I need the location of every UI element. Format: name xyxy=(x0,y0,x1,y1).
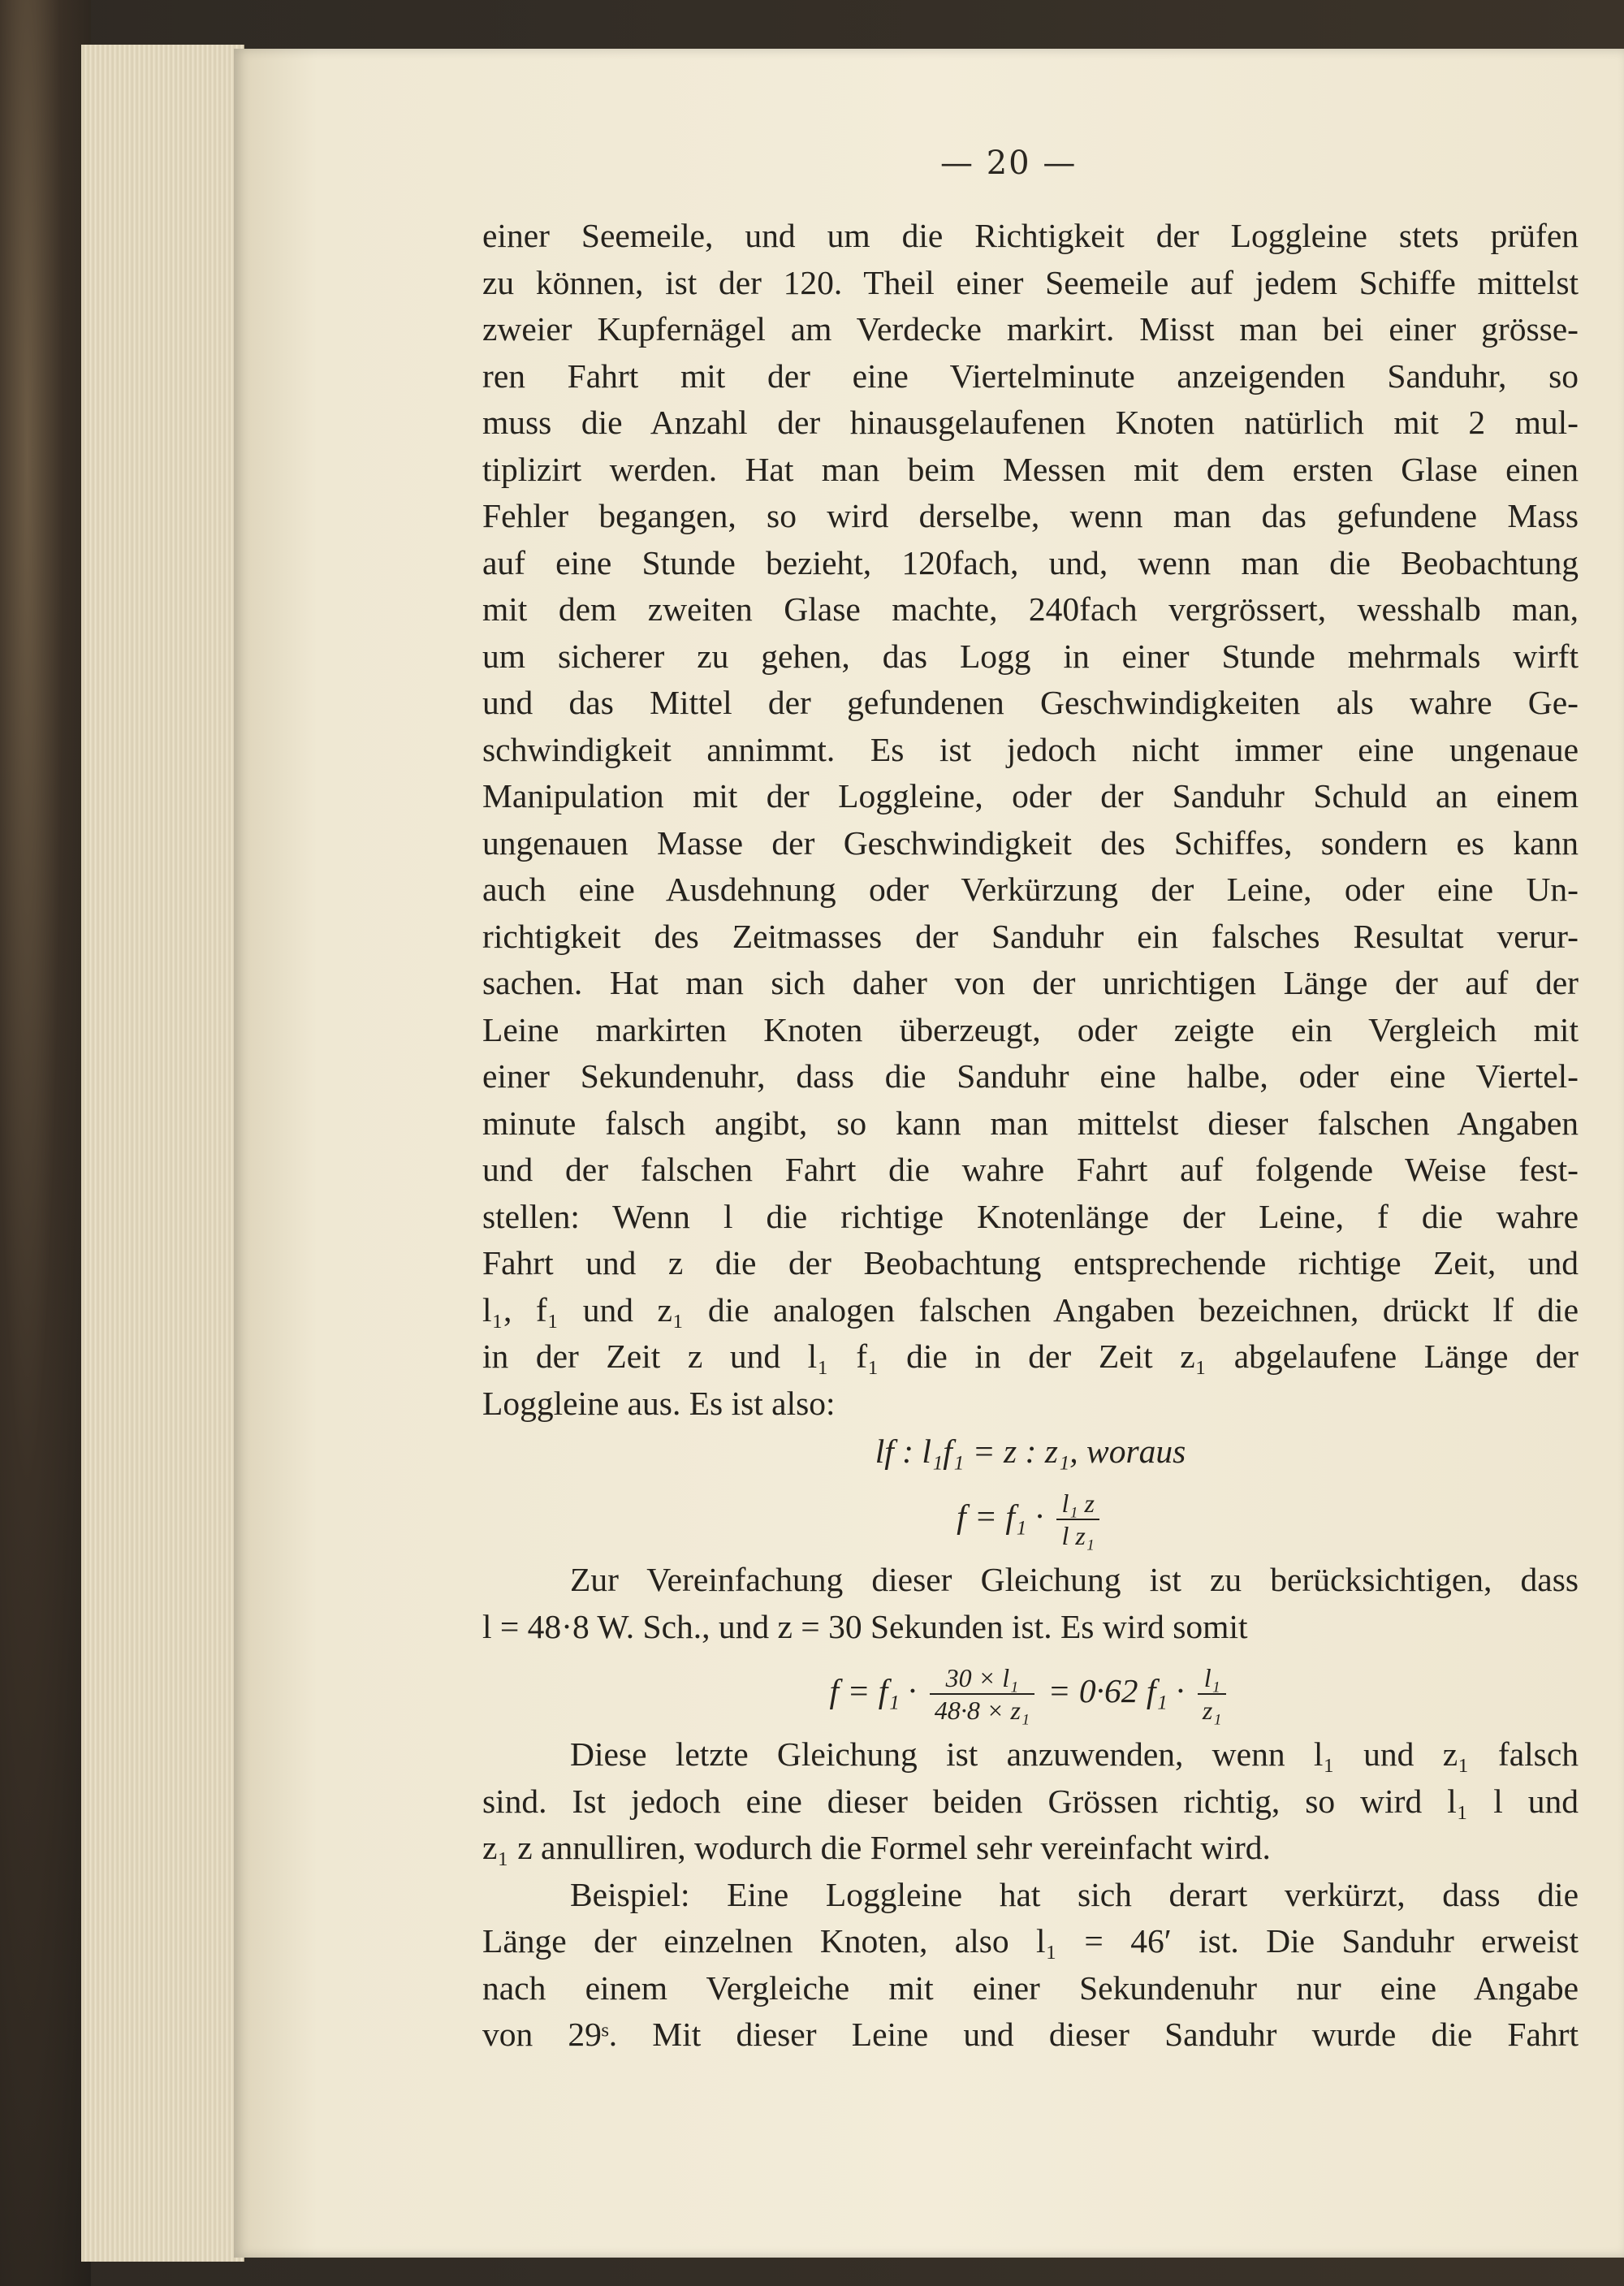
text-line: ungenauen Masse der Geschwindigkeit des Schiffes, sondern es kann xyxy=(482,823,1579,862)
fraction-denominator: l z₁ xyxy=(1061,1521,1095,1551)
text-line: und der falschen Fahrt die wahre Fahrt auf folgende Weise fest- xyxy=(482,1151,1579,1188)
text-line: tiplizirt werden. Hat man beim Messen mit dem ersten Glase einen xyxy=(482,450,1579,488)
text-line: in der Zeit z und l₁ f₁ die in der Zeit z₁ abgelaufene Länge der xyxy=(482,1337,1579,1375)
fraction-numerator: 30 × l₁ xyxy=(930,1662,1034,1695)
text-line: auf eine Stunde bezieht, 120fach, und, wenn man die Beobachtung xyxy=(482,543,1579,581)
text-line: auch eine Ausdehnung oder Verkürzung der Leine, oder eine Un- xyxy=(482,871,1579,908)
fraction-numerator: l₁ xyxy=(1198,1662,1227,1695)
text-line: l₁, f₁ und z₁ die analogen falschen Angaben bezeichnen, drückt lf die xyxy=(482,1290,1579,1329)
fraction-denominator: z₁ xyxy=(1202,1696,1222,1726)
text-line: zu können, ist der 120. Theil einer Seemeile auf jedem Schiffe mittelst xyxy=(482,263,1579,301)
text-line: Beispiel: Eine Loggleine hat sich derart verkürzt, dass die xyxy=(570,1875,1579,1913)
paragraph-4 xyxy=(482,1872,1579,2059)
text-line: Loggleine aus. Es ist also: xyxy=(482,1384,836,1422)
formula-f xyxy=(482,1476,1579,1557)
text-line: minute falsch angibt, so kann man mittelst dieser falschen Angaben xyxy=(482,1104,1579,1142)
formula-fraction xyxy=(1198,1662,1227,1726)
formula-fraction xyxy=(1056,1488,1099,1551)
text-line: stellen: Wenn l die richtige Knotenlänge der Leine, f die wahre xyxy=(482,1197,1579,1235)
text-line: Länge der einzelnen Knoten, also l₁ = 46′ ist. Die Sanduhr erweist xyxy=(482,1922,1579,1960)
fraction-numerator: l₁ z xyxy=(1056,1488,1099,1520)
text-line: und das Mittel der gefundenen Geschwindigkeiten als wahre Ge- xyxy=(482,684,1579,721)
text-line: um sicherer zu gehen, das Logg in einer Stunde mehrmals wirft xyxy=(482,637,1579,675)
text-line: sachen. Hat man sich daher von der unrichtigen Länge der auf der xyxy=(482,964,1579,1001)
formula-lhs: f = f₁ · xyxy=(957,1497,1044,1535)
text-line: mit dem zweiten Glase machte, 240fach vergrössert, wesshalb man, xyxy=(482,590,1579,628)
paragraph-2 xyxy=(482,1557,1579,1650)
text-line: ren Fahrt mit der eine Viertelminute anzeigenden Sanduhr, so xyxy=(482,357,1579,395)
paragraph-1 xyxy=(482,213,1579,1427)
paragraph-3 xyxy=(482,1731,1579,1872)
book-binding xyxy=(0,0,91,2286)
text-line: Fehler begangen, so wird derselbe, wenn man das gefundene Mass xyxy=(482,497,1579,534)
formula-lhs: f = f₁ · xyxy=(829,1672,917,1709)
text-line: Zur Vereinfachung dieser Gleichung ist zu berücksichtigen, dass xyxy=(570,1561,1579,1598)
text-line: einer Sekundenuhr, dass die Sanduhr eine halbe, oder eine Viertel- xyxy=(482,1057,1579,1095)
text-line: von 29ˢ. Mit dieser Leine und dieser Sanduhr wurde die Fahrt xyxy=(482,2016,1579,2053)
formula-simplified xyxy=(482,1650,1579,1731)
formula-fraction xyxy=(930,1662,1034,1726)
text-line: richtigkeit des Zeitmasses der Sanduhr ein falsches Resultat verur- xyxy=(482,917,1579,955)
text-line: muss die Anzahl der hinausgelaufenen Knoten natürlich mit 2 mul- xyxy=(482,404,1579,441)
formula-proportion: lf : l₁f₁ = z : z₁, woraus xyxy=(875,1433,1186,1470)
page-number: — 20 — xyxy=(940,145,1078,182)
text-line: l = 48·8 W. Sch., und z = 30 Sekunden ist. Es wird somit xyxy=(482,1607,1248,1645)
text-line: nach einem Vergleiche mit einer Sekundenuhr nur eine Angabe xyxy=(482,1968,1579,2007)
text-line: Diese letzte Gleichung ist anzuwenden, wenn l₁ und z₁ falsch xyxy=(570,1735,1579,1773)
text-line: zweier Kupfernägel am Verdecke markirt. Misst man bei einer grösse- xyxy=(482,310,1579,348)
text-line: schwindigkeit annimmt. Es ist jedoch nicht immer eine ungenaue xyxy=(482,730,1579,768)
text-line: Manipulation mit der Loggleine, oder der Sanduhr Schuld an einem xyxy=(482,777,1579,815)
fraction-denominator: 48·8 × z₁ xyxy=(934,1696,1030,1726)
text-line: Leine markirten Knoten überzeugt, oder zeigte ein Vergleich mit xyxy=(482,1010,1579,1048)
text-line: sind. Ist jedoch eine dieser beiden Grössen richtig, so wird l₁ l und xyxy=(482,1782,1579,1820)
text-line: einer Seemeile, und um die Richtigkeit der Loggleine stets prüfen xyxy=(482,217,1579,254)
page-edges xyxy=(81,45,244,2262)
formula-middle: = 0·62 f₁ · xyxy=(1047,1672,1185,1709)
text-line: Fahrt und z die der Beobachtung entsprechende richtige Zeit, und xyxy=(482,1244,1579,1281)
page-text xyxy=(482,213,1579,2059)
text-line: z₁ z annulliren, wodurch die Formel sehr vereinfacht wird. xyxy=(482,1829,1271,1866)
